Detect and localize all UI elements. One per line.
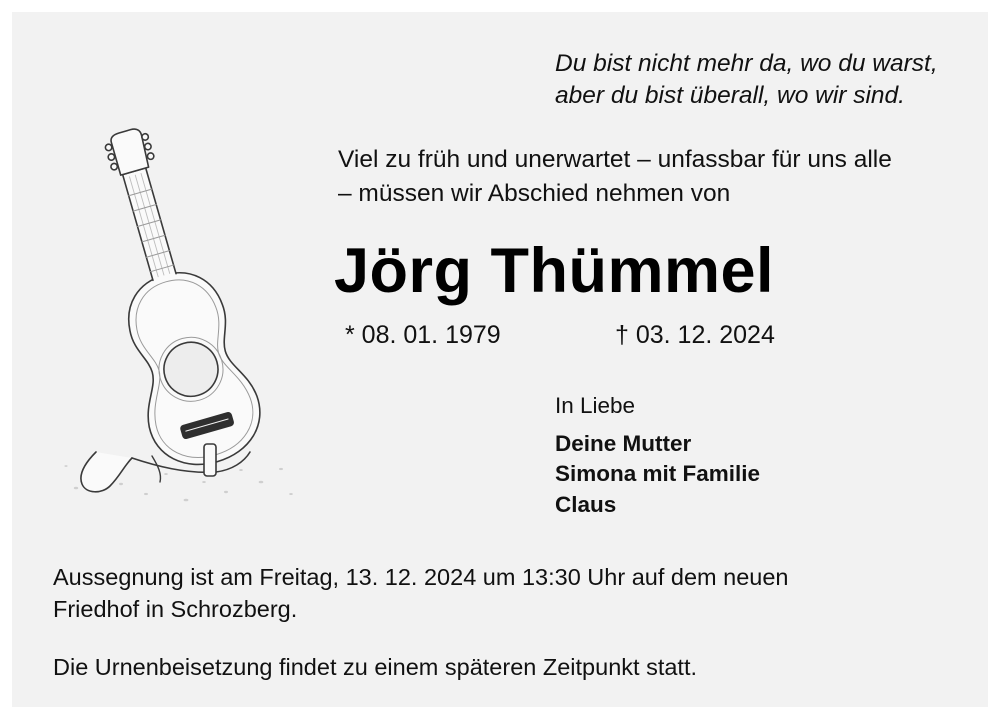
life-dates: [345, 321, 905, 350]
mourner-line-1: Deine Mutter: [555, 430, 692, 456]
deceased-name: Jörg Thümmel: [334, 236, 775, 306]
intro-line-1: Viel zu früh und unerwartet – unfassbar für uns alle: [338, 146, 892, 173]
acoustic-guitar-illustration: [36, 122, 336, 522]
service-paragraph-2: [53, 651, 963, 683]
notice-inner: [12, 12, 988, 707]
mourner-line-3: Claus: [555, 491, 617, 517]
service-details: [53, 561, 963, 683]
birth-date: * 08. 01. 1979: [345, 321, 501, 349]
mourners-lead: In Liebe: [555, 393, 636, 418]
service-paragraph-1: [53, 561, 963, 625]
intro-line-2: – müssen wir Abschied nehmen von: [338, 180, 731, 207]
death-date: † 03. 12. 2024: [615, 321, 775, 349]
verse-line-2: aber du bist überall, wo wir sind.: [555, 82, 905, 109]
service-line-2: Friedhof in Schrozberg.: [53, 596, 298, 622]
mourner-line-2: Simona mit Familie: [555, 461, 761, 486]
verse-block: [555, 48, 985, 112]
service-line-3: Die Urnenbeisetzung findet zu einem späteren Zeitpunkt statt.: [53, 654, 698, 680]
intro-block: [338, 143, 988, 211]
mourners-block: [555, 391, 975, 520]
service-line-1: Aussegnung ist am Freitag, 13. 12. 2024 um 13:30 Uhr auf dem neuen: [53, 564, 789, 590]
verse-line-1: Du bist nicht mehr da, wo du warst,: [555, 50, 938, 77]
